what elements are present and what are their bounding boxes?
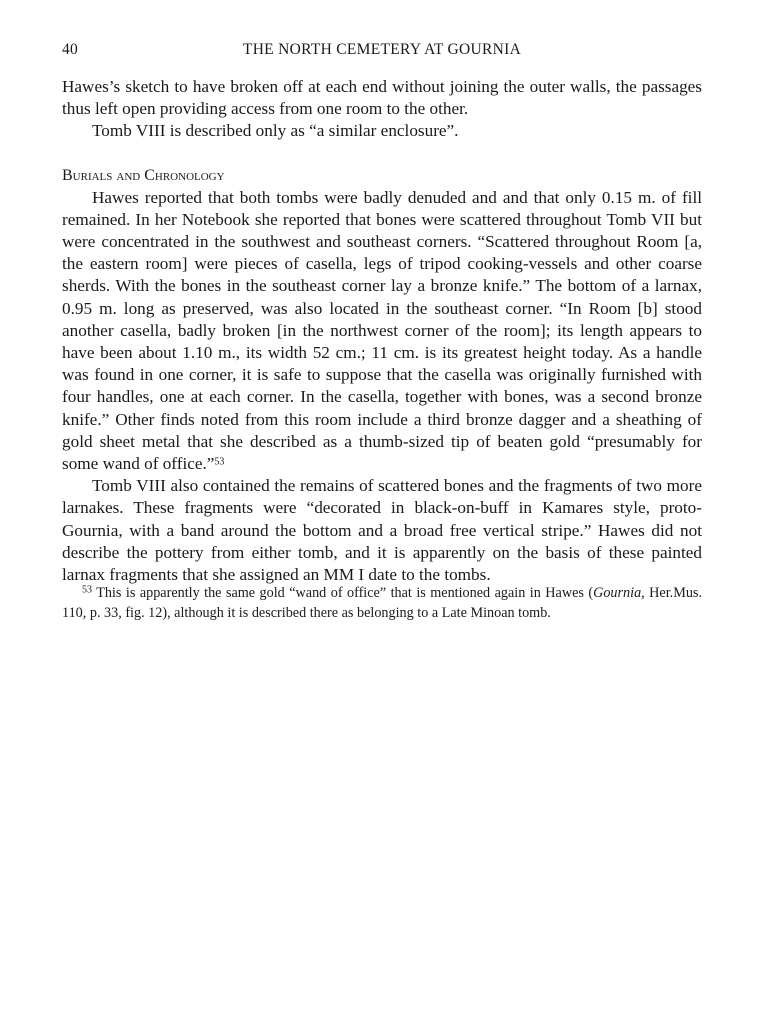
footnote-number: 53: [82, 584, 92, 596]
footnote-text-after: , Her.Mus. 110, p. 33, fig. 12), although it is described there as belonging to a Late Minoan tomb.: [62, 585, 702, 621]
footnote-text: [62, 584, 702, 623]
running-title: THE NORTH CEMETERY AT GOURNIA: [242, 41, 522, 58]
paragraph-tomb-viii-note: Tomb VIII is described only as “a similar enclosure”.: [92, 121, 459, 141]
paragraph-burials: [62, 187, 702, 476]
footnote-text-before: This is apparently the same gold “wand of office” that is mentioned again in Hawes (: [92, 585, 594, 601]
section-heading: Burials and Chronology: [62, 166, 225, 184]
running-header: [62, 41, 702, 61]
footnote-reference: 53: [214, 456, 225, 468]
footnote-italic-title: Gournia: [593, 585, 642, 601]
paragraph-burials-text: Hawes reported that both tombs were badly denuded and and that only 0.15 m. of fill remained. In her Notebook she reported that bones were scattered throughout Tomb VII but were concentrated in the southwest and southeast corners. “Scattered throughout Room [a, the eastern room] were pieces of casella, legs of tripod cooking-vessels and other coarse sherds. With the bones in the southeast corner lay a bronze knife.” The bottom of a larnax, 0.95 m. long as preserved, was also located in the southeast corner. “In Room [b] stood another casella, badly broken [in the northwest corner of the room]; its length appears to have been about 1.10 m., its width 52 cm.; 11 cm. is its greatest height today. As a handle was found in one corner, it is safe to suppose that the casella was originally furnished with four handles, one at each corner. In the casella, together with bones, was a second bronze knife.” Other finds noted from this room include a third bronze dagger and a sheathing of gold sheet metal that she described as a thumb-sized tip of beaten gold “presumably for some wand of office.”: [62, 187, 702, 474]
paragraph-tomb-viii-larnakes: Tomb VIII also contained the remains of scattered bones and the fragments of two more larnakes. These fragments were “decorated in black-on-buff in Kamares style, proto-Gournia, with a band around the bottom and a broad free vertical stripe.” Hawes did not describe the pottery from either tomb, and it is apparently on the basis of these painted larnax fragments that she assigned an MM I date to the tombs.: [62, 476, 702, 585]
page-number: 40: [62, 41, 79, 58]
body-text: [62, 76, 702, 586]
footnote: [62, 584, 702, 623]
paragraph-continuation: Hawes’s sketch to have broken off at each end without joining the outer walls, the passages thus left open providing access from one room to the other.: [62, 77, 702, 119]
